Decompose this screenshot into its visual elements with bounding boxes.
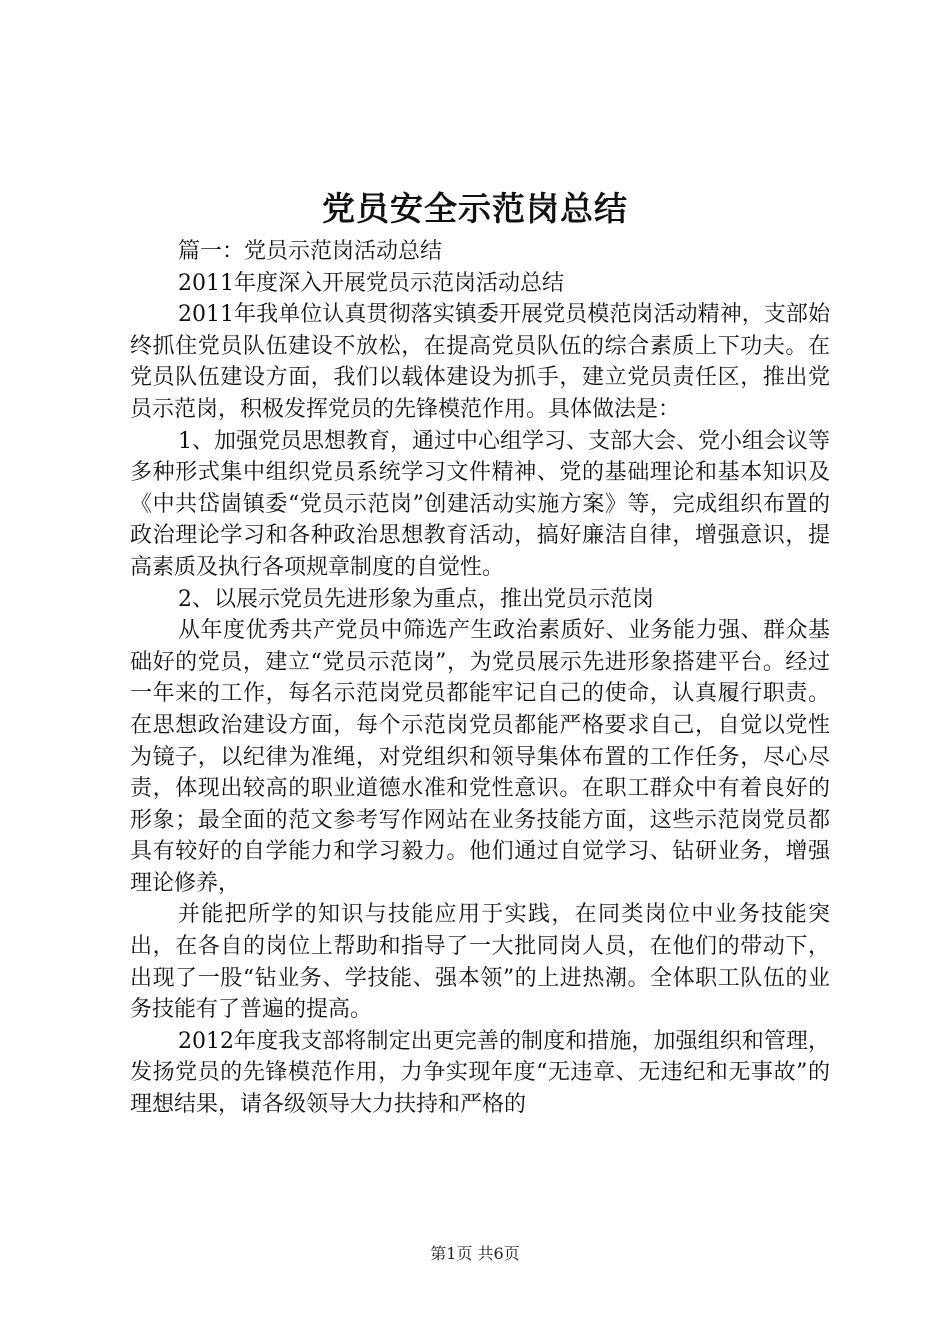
page-number-footer: 第1页 共6页: [430, 1244, 520, 1263]
paragraph: 1、加强党员思想教育，通过中心组学习、支部大会、党小组会议等多种形式集中组织党员系统学习文件精神、党的基础理论和基本知识及《中共岱崮镇委“党员示范岗”创建活动实施方案》等，完成组织布置的政治理论学习和各种政治思想教育活动，搞好廉洁自律，增强意识，提高素质及执行各项规章制度的自觉性。: [130, 428, 830, 580]
paragraph: 从年度优秀共产党员中筛选产生政治素质好、业务能力强、群众基础好的党员，建立“党员示范岗”，为党员展示先进形象搭建平台。经过一年来的工作，每名示范岗党员都能牢记自己的使命，认真履行职责。在思想政治建设方面，每个示范岗党员都能严格要求自己，自觉以党性为镜子，以纪律为准绳，对党组织和领导集体布置的工作任务，尽心尽责，体现出较高的职业道德水准和党性意识。在职工群众中有着良好的形象；最全面的范文参考写作网站在业务技能方面，这些示范岗党员都具有较好的自学能力和学习毅力。他们通过自觉学习、钻研业务，增强理论修养，: [130, 618, 830, 896]
paragraph: 2、以展示党员先进形象为重点，推出党员示范岗: [178, 586, 654, 612]
paragraph: 并能把所学的知识与技能应用于实践，在同类岗位中业务技能突出，在各自的岗位上帮助和指导了一大批同岗人员，在他们的带动下，出现了一股“钻业务、学技能、强本领”的上进热潮。全体职工队伍的业务技能有了普遍的提高。: [130, 902, 830, 1023]
subsection-heading: 2011年度深入开展党员示范岗活动总结: [178, 270, 564, 296]
document-body: [130, 236, 830, 1121]
paragraph: 2011年我单位认真贯彻落实镇委开展党员模范岗活动精神，支部始终抓住党员队伍建设不放松，在提高党员队伍的综合素质上下功夫。在党员队伍建设方面，我们以载体建设为抓手，建立党员责任区，推出党员示范岗，积极发挥党员的先锋模范作用。具体做法是：: [130, 302, 830, 422]
document-title: 党员安全示范岗总结: [322, 189, 628, 228]
paragraph: 2012年度我支部将制定出更完善的制度和措施，加强组织和管理，发扬党员的先锋模范作用，力争实现年度“无违章、无违纪和无事故”的理想结果，请各级领导大力扶持和严格的: [130, 1028, 830, 1118]
section-heading: 篇一：党员示范岗活动总结: [178, 239, 443, 264]
